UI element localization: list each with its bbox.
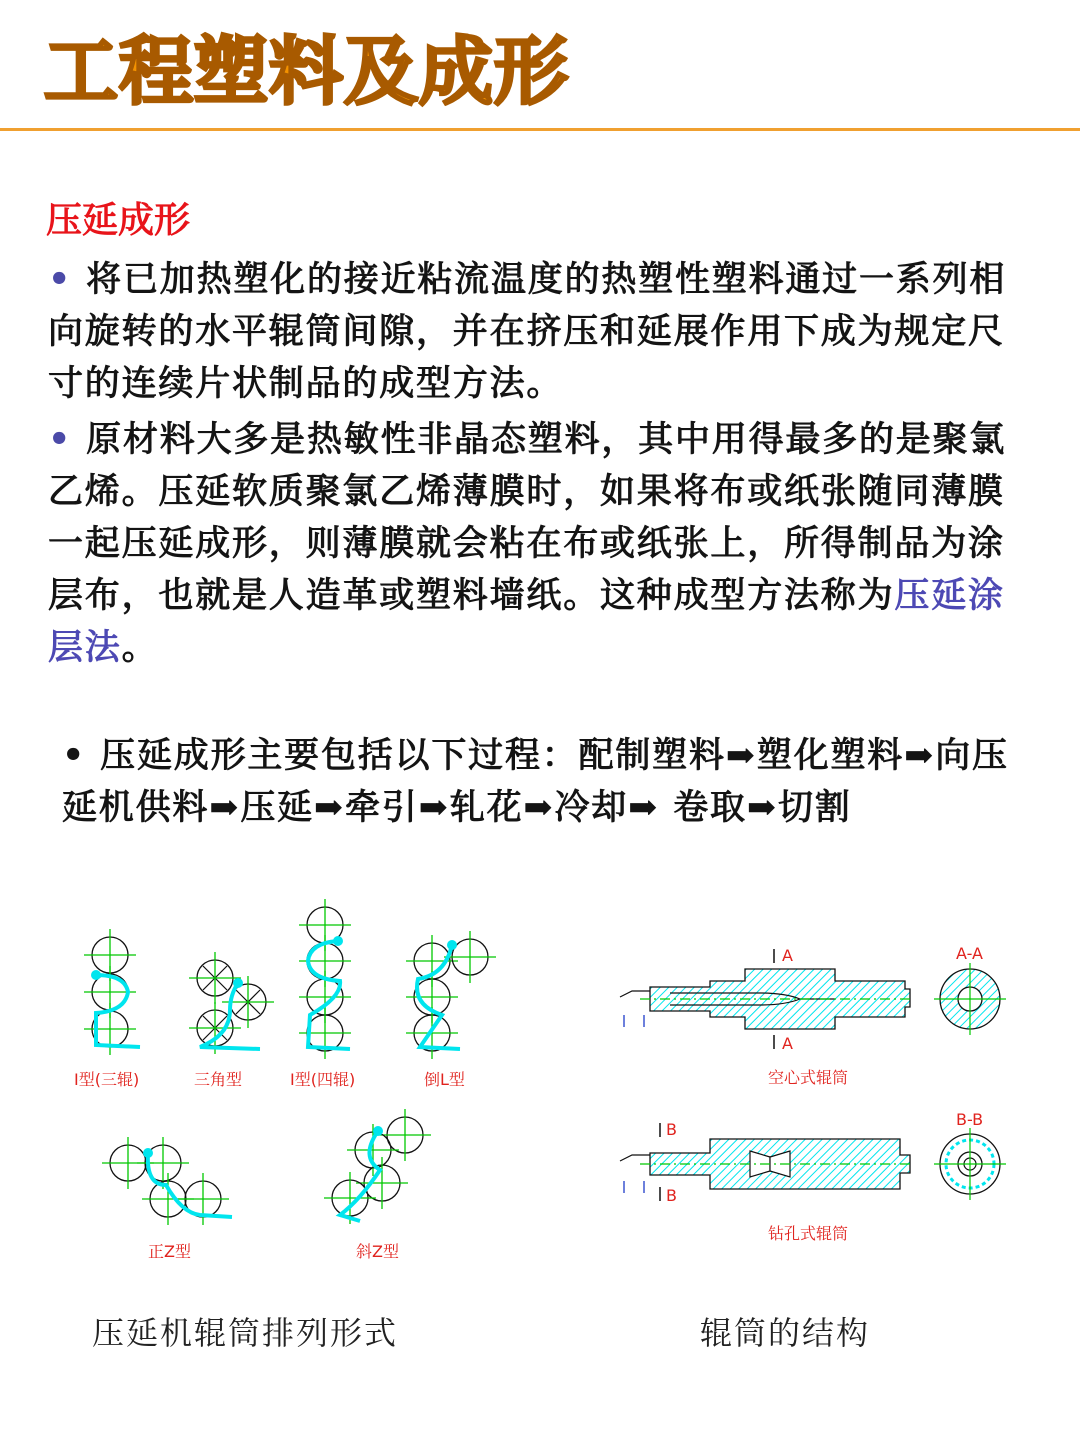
label-i-type-three-roll: I型(三辊) bbox=[74, 1070, 140, 1089]
bullet: • bbox=[48, 259, 73, 300]
i-type-three-roll bbox=[84, 929, 140, 1055]
inclined-z-type bbox=[324, 1109, 431, 1224]
process-steps-text: 压延成形主要包括以下过程：配制塑料➡塑化塑料➡向压延机供料➡压延➡牵引➡轧花➡冷却➡ 卷取➡切割 bbox=[62, 735, 1009, 828]
z-type bbox=[102, 1137, 232, 1225]
triangle-type bbox=[189, 952, 274, 1054]
label-triangle-type: 三角型 bbox=[194, 1070, 243, 1089]
label-inverted-l-type: 倒L型 bbox=[424, 1070, 465, 1089]
section-label-b-b: B-B bbox=[956, 1110, 984, 1129]
left-figure-caption: 压延机辊筒排列形式 bbox=[92, 1314, 399, 1352]
roller-arrangement-diagram bbox=[60, 895, 510, 1275]
right-figure-caption: 辊筒的结构 bbox=[700, 1314, 871, 1352]
section-mark-a-bottom: A bbox=[782, 1034, 793, 1053]
paragraph-1-text: 将已加热塑化的接近粘流温度的热塑性塑料通过一系列相向旋转的水平辊筒间隙，并在挤压和延展作用下成为规定尺寸的连续片状制品的成型方法。 bbox=[48, 259, 1007, 404]
label-z-type: 正Z型 bbox=[148, 1242, 191, 1261]
roller-structure-diagram bbox=[610, 935, 1030, 1255]
section-mark-b-bottom: B bbox=[666, 1186, 677, 1205]
process-steps bbox=[62, 730, 1022, 834]
label-drilled-roller: 钻孔式辊筒 bbox=[768, 1224, 849, 1243]
highlight-term: 压延涂层法 bbox=[48, 575, 1005, 668]
page-title: 工程塑料及成形 bbox=[44, 29, 569, 115]
bullet: • bbox=[62, 735, 87, 776]
hollow-roller-drawing bbox=[620, 944, 1006, 1053]
section-label-a-a: A-A bbox=[956, 944, 983, 963]
paragraph-2-text: 原材料大多是热敏性非晶态塑料，其中用得最多的是聚氯乙烯。压延软质聚氯乙烯薄膜时，如果将布或纸张随同薄膜一起压延成形，则薄膜就会粘在布或纸张上，所得制品为涂层布，也就是人造革或塑料墙纸。这种成型方法称为 bbox=[48, 419, 1007, 616]
label-hollow-roller: 空心式辊筒 bbox=[768, 1068, 849, 1087]
paragraph-2-end: 。 bbox=[121, 627, 159, 668]
section-mark-b-top: B bbox=[666, 1120, 677, 1139]
drilled-roller-drawing bbox=[620, 1110, 1006, 1205]
paragraph-1 bbox=[48, 254, 1028, 410]
inverted-l-type bbox=[406, 931, 496, 1059]
paragraph-2 bbox=[48, 414, 1028, 674]
label-i-type-four-roll: I型(四辊) bbox=[290, 1070, 356, 1089]
section-mark-a-top: A bbox=[782, 946, 793, 965]
title-divider bbox=[0, 128, 1080, 131]
i-type-four-roll bbox=[299, 899, 351, 1059]
label-inclined-z-type: 斜Z型 bbox=[356, 1242, 399, 1261]
bullet: • bbox=[48, 419, 73, 460]
section-heading: 压延成形 bbox=[46, 199, 191, 241]
